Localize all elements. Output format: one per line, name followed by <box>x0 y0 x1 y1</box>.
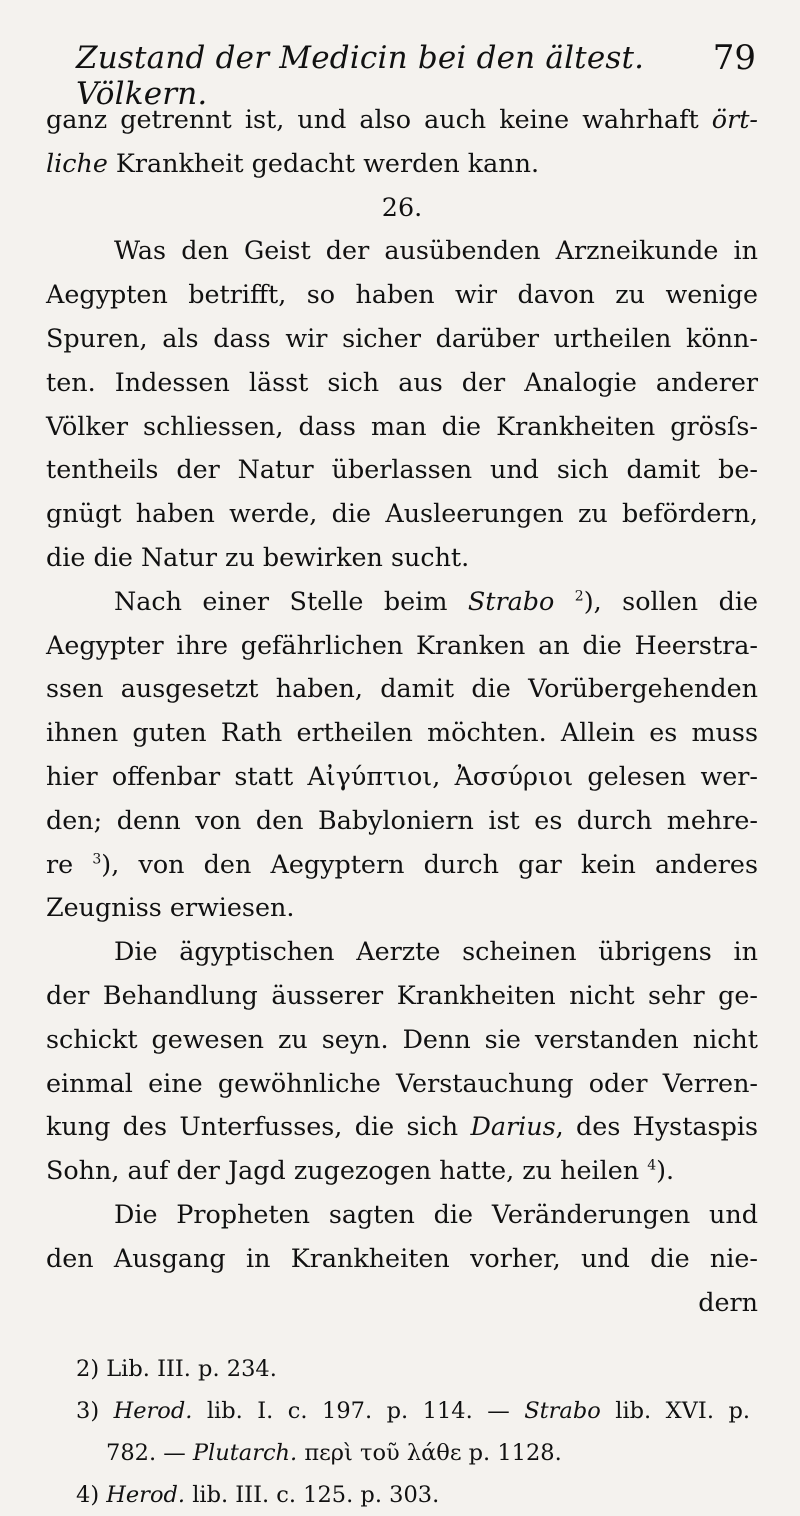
text-line: ten. Indessen lässt sich aus der Analogie anderer <box>46 366 758 397</box>
text-line: der Behandlung äusserer Krankheiten nicht sehr ge- <box>46 979 758 1010</box>
footnotes <box>46 1348 758 1516</box>
text-line: schickt gewesen zu seyn. Denn sie verstanden nicht <box>46 1023 758 1054</box>
section-number: 26. <box>381 191 423 222</box>
footnote: 3) Herod. lib. I. c. 197. p. 114. — Strabo lib. XVI. p. <box>76 1398 751 1425</box>
text-line: die die Natur zu bewirken sucht. <box>46 541 470 572</box>
text-line: hier offenbar statt Αἰγύπτιοι, Ἀσσύριοι gelesen wer- <box>46 760 758 791</box>
text-line: re $^3$), von den Aegyptern durch gar kein anderes <box>46 848 758 879</box>
text-line: Die Propheten sagten die Veränderungen und <box>114 1198 758 1229</box>
text-line: den; denn von den Babyloniern ist es durch mehre- <box>46 804 758 835</box>
book-page <box>46 38 758 1516</box>
running-header <box>46 38 758 112</box>
text-line: Spuren, als dass wir sicher darüber urtheilen könn- <box>46 322 758 353</box>
catchword: dern <box>698 1286 758 1317</box>
page-number: 79 <box>712 38 756 78</box>
text-line: ssen ausgesetzt haben, damit die Vorübergehenden <box>46 673 758 704</box>
text-line: Zeugniss erwiesen. <box>46 892 295 923</box>
text-line: Aegypter ihre gefährlichen Kranken an die Heerstra- <box>46 629 758 660</box>
text-line: Die ägyptischen Aerzte scheinen übrigens in <box>114 936 758 967</box>
text-line: den Ausgang in Krankheiten vorher, und die nie- <box>46 1242 758 1273</box>
text-line: einmal eine gewöhnliche Verstauchung oder Verren- <box>46 1067 758 1098</box>
body-text <box>46 98 758 1324</box>
text-line: ganz getrennt ist, und also auch keine wahrhaft ört- <box>46 104 758 134</box>
text-line: Sohn, auf der Jagd zugezogen hatte, zu heilen $^4$). <box>46 1155 675 1186</box>
footnote-continuation: 782. — Plutarch. περὶ τοῦ λάθε p. 1128. <box>106 1440 562 1467</box>
text-line: Aegypten betrifft, so haben wir davon zu wenige <box>46 279 758 310</box>
footnote: 4) Herod. lib. III. c. 125. p. 303. <box>76 1482 440 1509</box>
text-line: Was den Geist der ausübenden Arzneikunde in <box>114 235 758 266</box>
text-line: tentheils der Natur überlassen und sich damit be- <box>46 454 758 485</box>
text-line: gnügt haben werde, die Ausleerungen zu befördern, <box>46 498 758 529</box>
text-line: liche Krankheit gedacht werden kann. <box>46 147 540 178</box>
footnote: 2) Lib. III. p. 234. <box>76 1356 277 1383</box>
running-title: Zustand der Medicin bei den ältest. Völkern. <box>76 40 645 112</box>
text-line: Völker schliessen, dass man die Krankheiten grösſs- <box>46 410 758 441</box>
text-line: kung des Unterfusses, die sich Darius, des Hystaspis <box>46 1111 758 1142</box>
text-line: ihnen guten Rath ertheilen möchten. Allein es muss <box>46 717 758 748</box>
text-line: Nach einer Stelle beim Strabo $^2$), sollen die <box>114 585 758 616</box>
